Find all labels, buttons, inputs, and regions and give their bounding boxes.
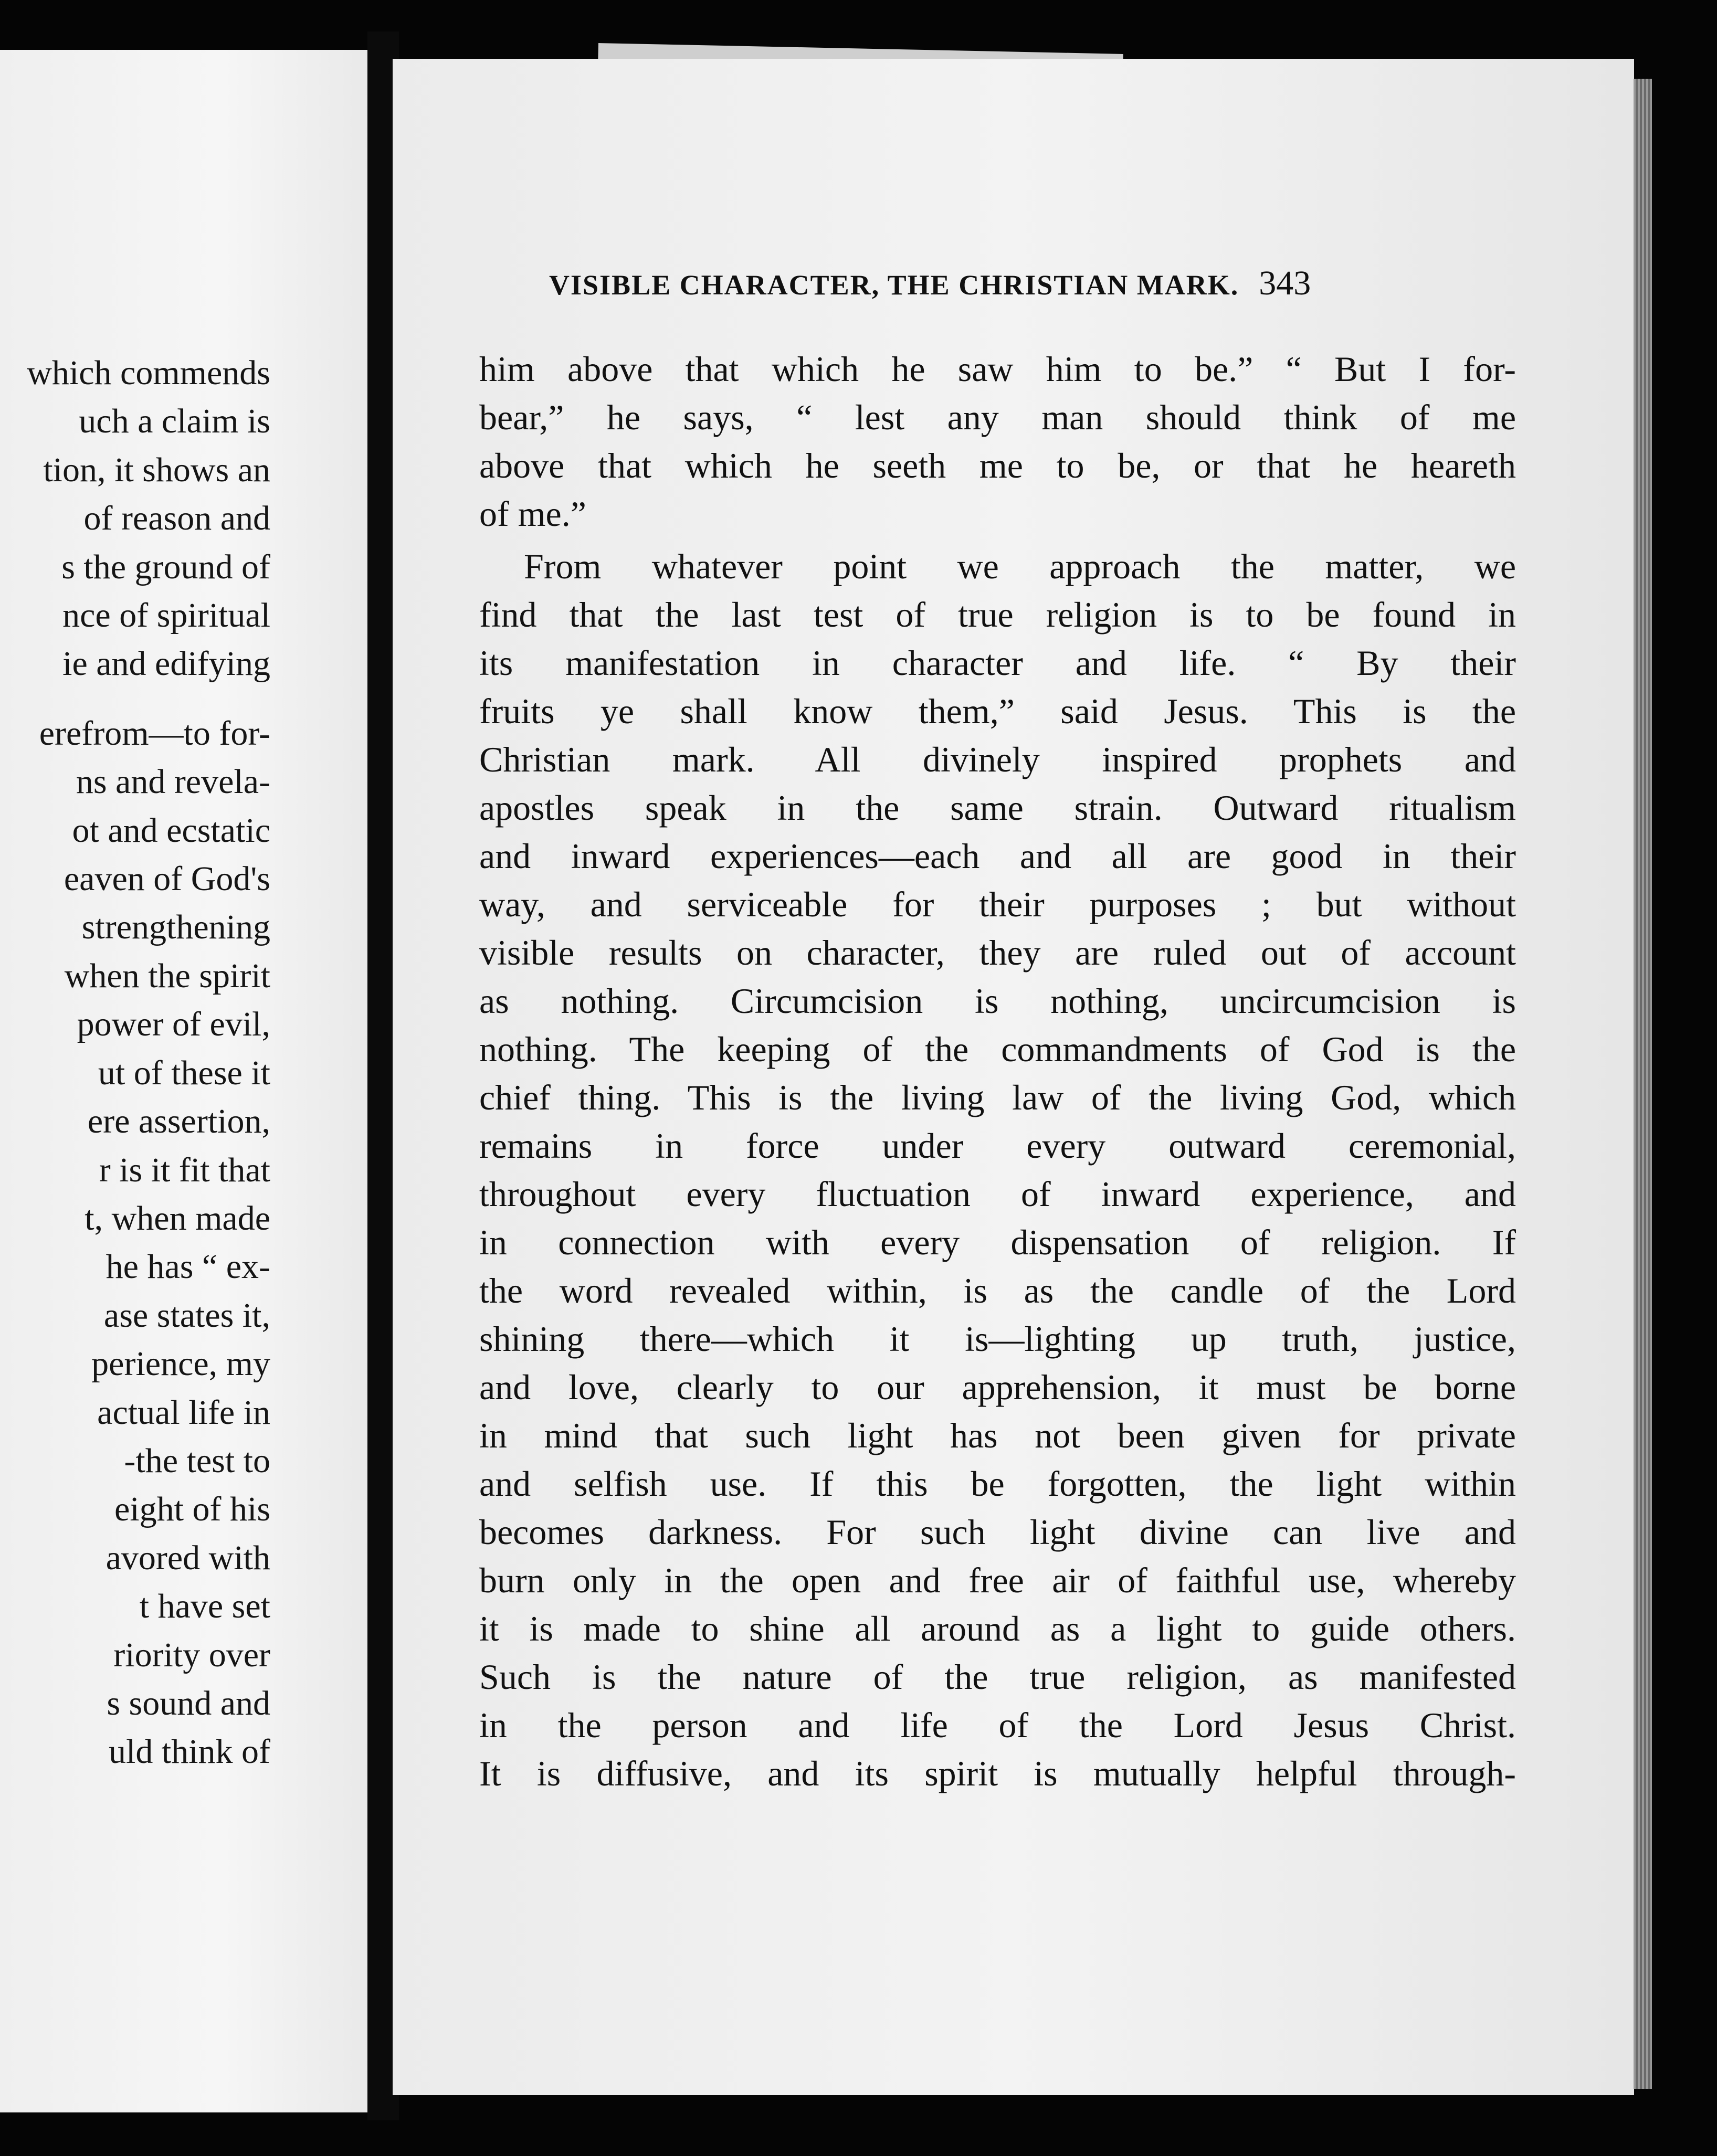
text-line: From whatever point we approach the matter, we [524,546,1516,586]
left-page-line: riority over [113,1635,270,1674]
text-line: and love, clearly to our apprehension, it must be borne [479,1367,1516,1407]
page-block-edge [1634,79,1652,2089]
text-line: in the person and life of the Lord Jesus Christ. [479,1705,1516,1745]
text-line: apostles speak in the same strain. Outward ritualism [479,788,1516,828]
right-page [393,59,1634,2095]
running-head [549,263,1634,303]
text-line: nothing. The keeping of the commandments of God is the [479,1029,1516,1069]
left-page-line: ere assertion, [87,1102,270,1141]
text-line: bear,” he says, “ lest any man should think of me [479,397,1516,437]
text-line: find that the last test of true religion is to be found in [479,595,1516,635]
text-line: in connection with every dispensation of religion. If [479,1222,1516,1262]
left-page-line: t have set [139,1587,270,1626]
left-page-line: of reason and [83,499,270,538]
text-line: shining there—which it is—lighting up truth, justice, [479,1319,1516,1359]
text-line: burn only in the open and free air of faithful use, whereby [479,1560,1516,1600]
text-line: throughout every fluctuation of inward experience, and [479,1174,1516,1214]
left-page-line: ase states it, [103,1296,270,1335]
left-page-line: when the spirit [64,956,270,995]
page-number: 343 [1259,264,1311,302]
page-body-text [479,345,1516,1798]
left-page-line: -the test to [124,1441,270,1480]
left-page-line: t, when made [85,1199,270,1238]
left-page-line: strengthening [81,908,270,947]
left-page-line: tion, it shows an [43,450,270,489]
left-page-text [0,349,270,1777]
left-page-line: avored with [106,1538,270,1577]
left-page-line: ut of these it [98,1053,270,1092]
text-line: and selfish use. If this be forgotten, the light within [479,1464,1516,1504]
left-page-line: ie and edifying [62,644,270,683]
left-page-line: nce of spiritual [62,596,270,635]
text-line: it is made to shine all around as a light to guide others. [479,1609,1516,1648]
paragraph-1 [479,345,1516,538]
text-line: him above that which he saw him to be.” “ But I for- [479,349,1516,389]
left-page-line: ns and revela- [76,763,270,801]
text-line: its manifestation in character and life. “ By their [479,643,1516,683]
left-page-line: uch a claim is [79,402,270,441]
left-page-line: power of evil, [77,1005,270,1044]
left-page-line: which commends [27,354,270,392]
text-line: way, and serviceable for their purposes ; but without [479,884,1516,924]
text-line: of me.” [479,494,586,534]
left-page [0,50,370,2112]
text-line: chief thing. This is the living law of the living God, which [479,1077,1516,1117]
left-page-line: eight of his [114,1490,270,1529]
left-page-line: perience, my [91,1345,270,1383]
text-line: remains in force under every outward ceremonial, [479,1126,1516,1166]
text-line: and inward experiences—each and all are good in their [479,836,1516,876]
text-line: as nothing. Circumcision is nothing, uncircumcision is [479,981,1516,1021]
text-line: Such is the nature of the true religion, as manifested [479,1657,1516,1697]
left-page-line: s sound and [107,1684,270,1722]
running-title: VISIBLE CHARACTER, THE CHRISTIAN MARK. [549,269,1239,301]
text-line: visible results on character, they are ruled out of account [479,933,1516,973]
left-page-line [0,689,270,710]
left-page-line: ot and ecstatic [72,811,270,850]
text-line: above that which he seeth me to be, or that he heareth [479,446,1516,485]
text-line: in mind that such light has not been given for private [479,1415,1516,1455]
text-line: Christian mark. All divinely inspired prophets and [479,739,1516,779]
left-page-line: actual life in [97,1393,270,1432]
text-line: the word revealed within, is as the candle of the Lord [479,1271,1516,1310]
text-line: It is diffusive, and its spirit is mutually helpful through- [479,1753,1516,1793]
left-page-line: erefrom—to for- [39,714,270,753]
left-page-line: he has “ ex- [106,1248,270,1286]
text-line: becomes darkness. For such light divine can live and [479,1512,1516,1552]
left-page-line: r is it fit that [99,1150,270,1189]
text-line: fruits ye shall know them,” said Jesus. This is the [479,691,1516,731]
left-page-line: eaven of God's [64,860,270,899]
left-page-line: s the ground of [61,547,270,586]
left-page-line: uld think of [109,1732,270,1771]
paragraph-2 [479,542,1516,1798]
